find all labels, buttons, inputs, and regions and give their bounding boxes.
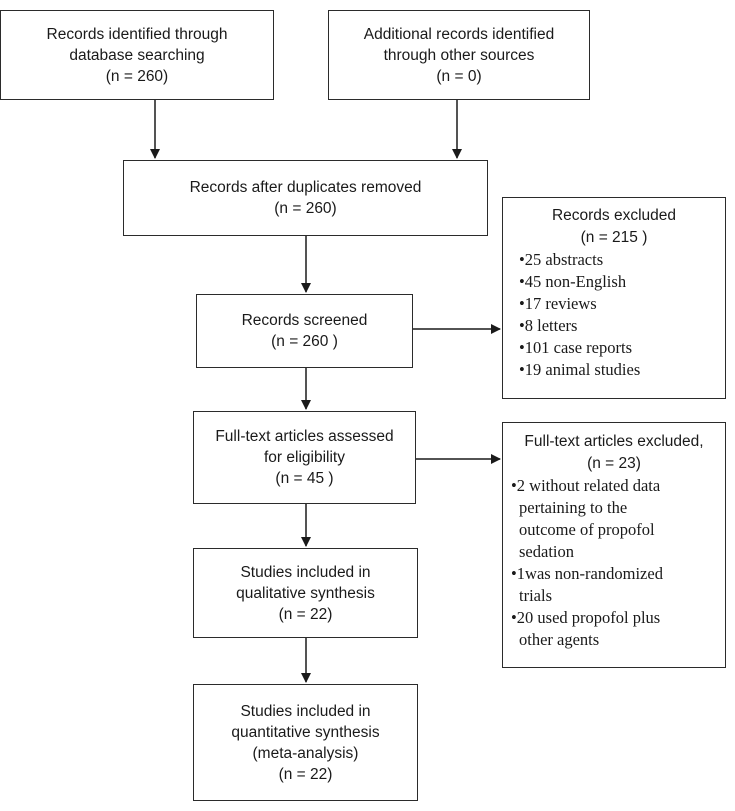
box-qualitative-synthesis — [193, 548, 418, 638]
box-line: Studies included in — [240, 702, 371, 720]
box-records-excluded — [502, 197, 726, 399]
fulltext-excluded-line: •1was non-randomized — [511, 564, 663, 583]
records-excluded-heading: Records excluded — [551, 207, 677, 224]
box-records-after-duplicates — [123, 160, 488, 236]
box-line: through other sources — [383, 46, 535, 64]
fulltext-excluded-line: •20 used propofol plus — [511, 608, 661, 627]
box-line: Full-text articles assessed — [215, 428, 394, 445]
fulltext-excluded-line: other agents — [519, 630, 600, 649]
box-line: (n = 0) — [436, 67, 482, 85]
fulltext-excluded-line: pertaining to the — [519, 498, 628, 517]
fulltext-excluded-line: sedation — [519, 542, 574, 561]
fulltext-excluded-line: trials — [519, 586, 552, 605]
box-line: for eligibility — [264, 449, 345, 466]
box-line: (n = 22) — [278, 605, 333, 623]
fulltext-excluded-line: outcome of propofol — [519, 520, 655, 539]
excluded-item: •25 abstracts — [519, 250, 604, 269]
box-line: Additional records identified — [363, 25, 555, 43]
excluded-item: •8 letters — [519, 316, 578, 335]
box-line: (n = 260) — [105, 67, 169, 85]
box-quantitative-synthesis — [193, 684, 418, 801]
box-fulltext-excluded — [502, 422, 726, 668]
fulltext-excluded-line: •2 without related data — [511, 476, 661, 495]
box-additional-records-other-sources — [328, 10, 590, 100]
excluded-item: •19 animal studies — [519, 360, 641, 379]
excluded-item: •101 case reports — [519, 338, 632, 357]
box-line: database searching — [69, 46, 205, 64]
box-line: Records identified through — [46, 25, 228, 43]
box-line: Records after duplicates removed — [189, 179, 422, 196]
box-line: Studies included in — [240, 563, 371, 581]
box-line: (meta-analysis) — [252, 744, 359, 762]
excluded-item: •17 reviews — [519, 294, 597, 313]
fulltext-excluded-count: (n = 23) — [587, 455, 641, 472]
fulltext-excluded-heading: Full-text articles excluded, — [524, 433, 704, 450]
box-line: (n = 260) — [274, 200, 337, 217]
box-line: (n = 260 ) — [271, 333, 338, 350]
excluded-item: •45 non-English — [519, 272, 627, 291]
records-excluded-count: (n = 215 ) — [580, 229, 648, 246]
box-line: (n = 22) — [278, 765, 333, 783]
box-line: qualitative synthesis — [236, 584, 375, 602]
box-records-identified-database — [0, 10, 274, 100]
box-line: Records screened — [241, 312, 368, 329]
box-line: (n = 45 ) — [275, 470, 334, 487]
box-fulltext-assessed — [193, 411, 416, 504]
box-line: quantitative synthesis — [231, 723, 380, 741]
box-records-screened — [196, 294, 413, 368]
